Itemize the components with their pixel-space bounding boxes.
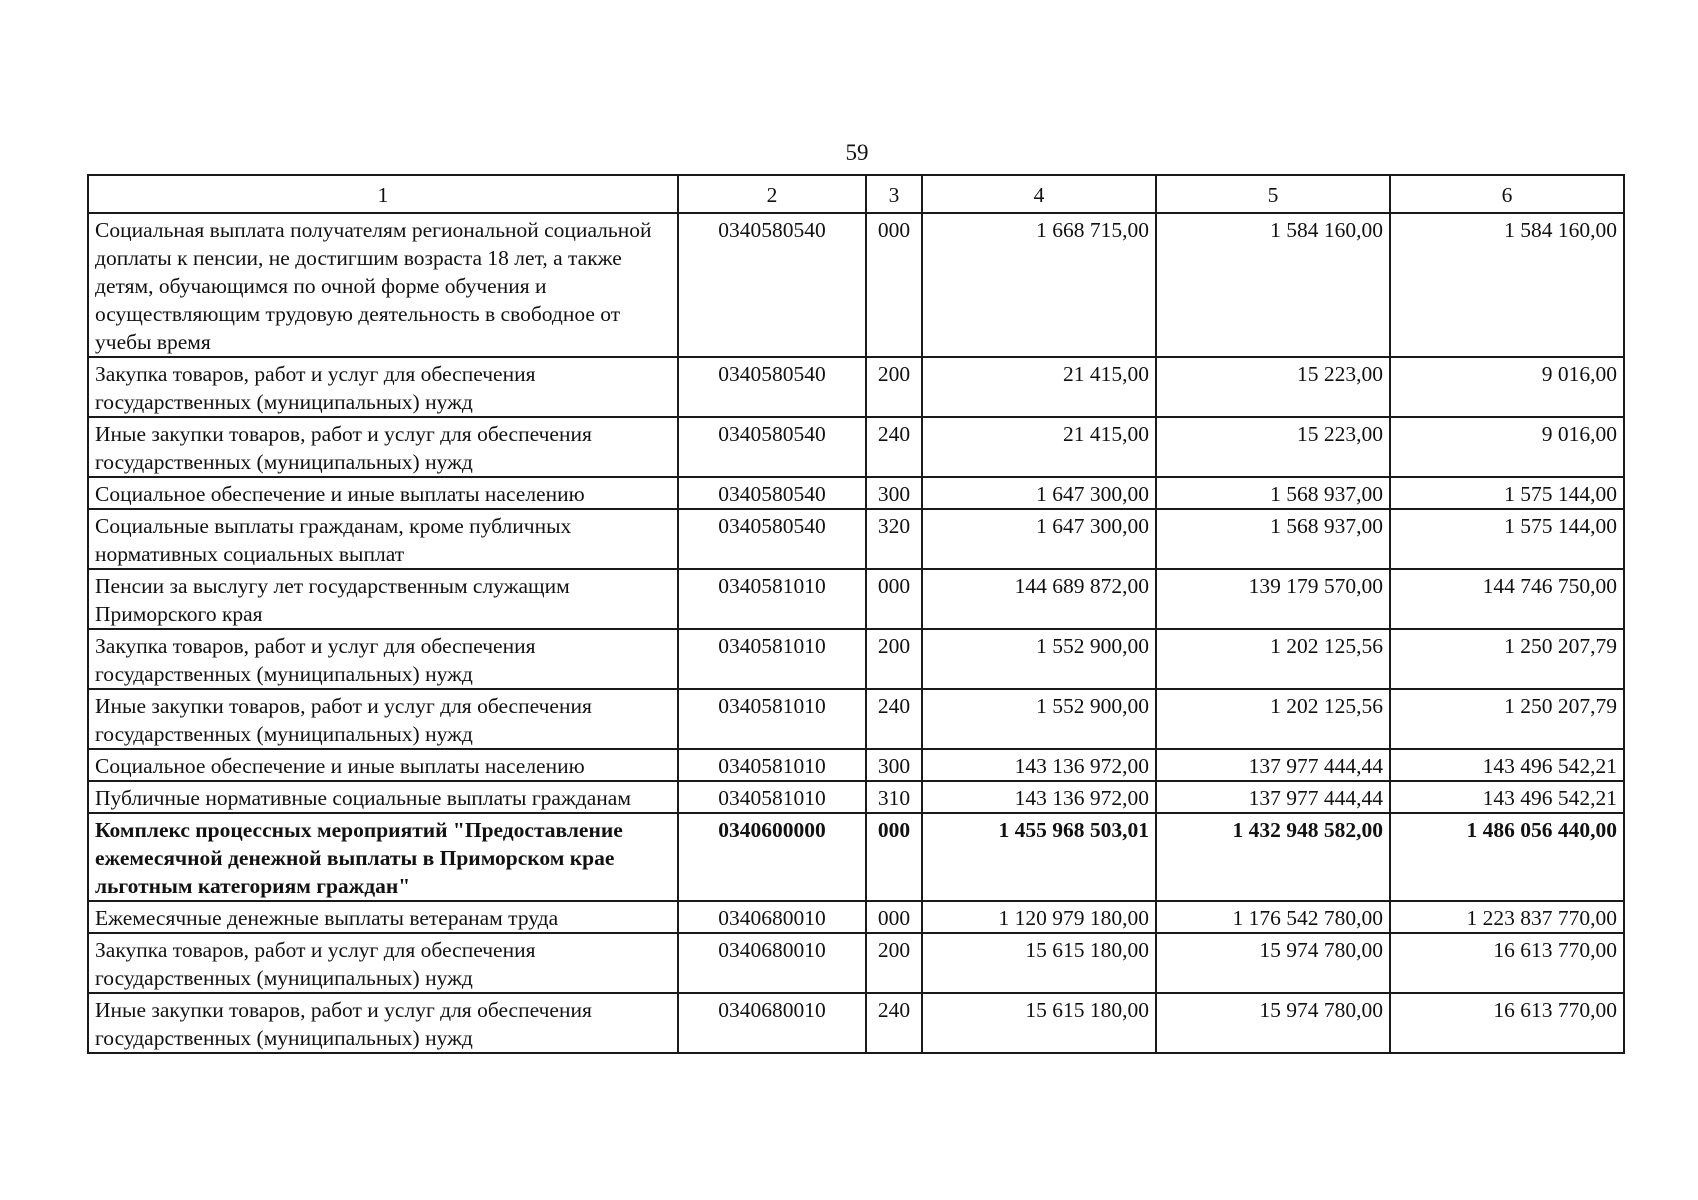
page-number: 59 bbox=[845, 140, 869, 165]
row-value-col5: 137 977 444,44 bbox=[1156, 781, 1390, 813]
row-value-col5: 139 179 570,00 bbox=[1156, 569, 1390, 629]
row-name: Иные закупки товаров, работ и услуг для обеспечения государственных (муниципальных) нужд bbox=[88, 993, 678, 1053]
column-header-4: 4 bbox=[922, 175, 1156, 213]
row-code: 0340680010 bbox=[678, 901, 866, 933]
row-value-col4: 1 455 968 503,01 bbox=[922, 813, 1156, 901]
row-value-col6: 1 223 837 770,00 bbox=[1390, 901, 1624, 933]
row-value-col4: 143 136 972,00 bbox=[922, 749, 1156, 781]
row-name: Социальное обеспечение и иные выплаты населению bbox=[88, 749, 678, 781]
table-row bbox=[88, 781, 1624, 813]
row-value-col5: 15 223,00 bbox=[1156, 417, 1390, 477]
row-value-col6: 1 575 144,00 bbox=[1390, 509, 1624, 569]
row-value-col4: 144 689 872,00 bbox=[922, 569, 1156, 629]
table-row bbox=[88, 213, 1624, 357]
table-row bbox=[88, 629, 1624, 689]
row-value-col6: 16 613 770,00 bbox=[1390, 993, 1624, 1053]
row-name: Закупка товаров, работ и услуг для обеспечения государственных (муниципальных) нужд bbox=[88, 357, 678, 417]
row-expense-type: 240 bbox=[866, 417, 922, 477]
row-expense-type: 000 bbox=[866, 569, 922, 629]
row-expense-type: 320 bbox=[866, 509, 922, 569]
row-value-col6: 1 250 207,79 bbox=[1390, 689, 1624, 749]
row-value-col6: 1 575 144,00 bbox=[1390, 477, 1624, 509]
row-name: Комплекс процессных мероприятий "Предоставление ежемесячной денежной выплаты в Приморском крае льготным категориям граждан" bbox=[88, 813, 678, 901]
row-code: 0340581010 bbox=[678, 781, 866, 813]
table-row bbox=[88, 901, 1624, 933]
row-value-col4: 143 136 972,00 bbox=[922, 781, 1156, 813]
row-code: 0340580540 bbox=[678, 417, 866, 477]
table-row bbox=[88, 509, 1624, 569]
row-expense-type: 300 bbox=[866, 749, 922, 781]
row-value-col5: 15 223,00 bbox=[1156, 357, 1390, 417]
row-code: 0340600000 bbox=[678, 813, 866, 901]
row-name: Закупка товаров, работ и услуг для обеспечения государственных (муниципальных) нужд bbox=[88, 629, 678, 689]
table-row bbox=[88, 357, 1624, 417]
row-value-col5: 1 176 542 780,00 bbox=[1156, 901, 1390, 933]
row-expense-type: 200 bbox=[866, 629, 922, 689]
row-expense-type: 240 bbox=[866, 993, 922, 1053]
row-name: Закупка товаров, работ и услуг для обеспечения государственных (муниципальных) нужд bbox=[88, 933, 678, 993]
table-row bbox=[88, 417, 1624, 477]
row-code: 0340581010 bbox=[678, 689, 866, 749]
row-code: 0340680010 bbox=[678, 993, 866, 1053]
row-value-col6: 1 250 207,79 bbox=[1390, 629, 1624, 689]
row-expense-type: 000 bbox=[866, 901, 922, 933]
row-value-col4: 1 552 900,00 bbox=[922, 689, 1156, 749]
row-value-col5: 15 974 780,00 bbox=[1156, 933, 1390, 993]
row-code: 0340581010 bbox=[678, 569, 866, 629]
row-value-col6: 143 496 542,21 bbox=[1390, 781, 1624, 813]
table-row bbox=[88, 477, 1624, 509]
row-value-col4: 15 615 180,00 bbox=[922, 933, 1156, 993]
table-row-section-total bbox=[88, 813, 1624, 901]
row-value-col5: 137 977 444,44 bbox=[1156, 749, 1390, 781]
row-value-col4: 1 668 715,00 bbox=[922, 213, 1156, 357]
table-row bbox=[88, 689, 1624, 749]
row-name: Социальные выплаты гражданам, кроме публичных нормативных социальных выплат bbox=[88, 509, 678, 569]
row-code: 0340580540 bbox=[678, 509, 866, 569]
row-value-col5: 1 432 948 582,00 bbox=[1156, 813, 1390, 901]
row-value-col5: 1 568 937,00 bbox=[1156, 477, 1390, 509]
row-expense-type: 000 bbox=[866, 813, 922, 901]
row-code: 0340580540 bbox=[678, 357, 866, 417]
row-value-col6: 9 016,00 bbox=[1390, 417, 1624, 477]
row-value-col4: 15 615 180,00 bbox=[922, 993, 1156, 1053]
row-value-col6: 143 496 542,21 bbox=[1390, 749, 1624, 781]
row-name: Социальное обеспечение и иные выплаты населению bbox=[88, 477, 678, 509]
row-expense-type: 310 bbox=[866, 781, 922, 813]
column-header-6: 6 bbox=[1390, 175, 1624, 213]
row-expense-type: 240 bbox=[866, 689, 922, 749]
column-header-3: 3 bbox=[866, 175, 922, 213]
row-value-col6: 144 746 750,00 bbox=[1390, 569, 1624, 629]
row-value-col4: 1 647 300,00 bbox=[922, 477, 1156, 509]
row-value-col6: 9 016,00 bbox=[1390, 357, 1624, 417]
row-name: Пенсии за выслугу лет государственным служащим Приморского края bbox=[88, 569, 678, 629]
table-row bbox=[88, 993, 1624, 1053]
row-value-col6: 16 613 770,00 bbox=[1390, 933, 1624, 993]
row-value-col4: 1 552 900,00 bbox=[922, 629, 1156, 689]
row-value-col4: 1 120 979 180,00 bbox=[922, 901, 1156, 933]
table-row bbox=[88, 933, 1624, 993]
budget-table bbox=[87, 174, 1625, 1054]
row-code: 0340580540 bbox=[678, 213, 866, 357]
row-code: 0340680010 bbox=[678, 933, 866, 993]
row-code: 0340580540 bbox=[678, 477, 866, 509]
row-value-col4: 21 415,00 bbox=[922, 357, 1156, 417]
row-name: Иные закупки товаров, работ и услуг для обеспечения государственных (муниципальных) нужд bbox=[88, 689, 678, 749]
row-value-col4: 1 647 300,00 bbox=[922, 509, 1156, 569]
row-expense-type: 000 bbox=[866, 213, 922, 357]
row-expense-type: 200 bbox=[866, 933, 922, 993]
row-value-col5: 1 202 125,56 bbox=[1156, 629, 1390, 689]
column-header-5: 5 bbox=[1156, 175, 1390, 213]
table-row bbox=[88, 749, 1624, 781]
column-header-1: 1 bbox=[88, 175, 678, 213]
row-value-col5: 1 568 937,00 bbox=[1156, 509, 1390, 569]
row-expense-type: 200 bbox=[866, 357, 922, 417]
column-header-2: 2 bbox=[678, 175, 866, 213]
row-name: Ежемесячные денежные выплаты ветеранам труда bbox=[88, 901, 678, 933]
row-name: Публичные нормативные социальные выплаты гражданам bbox=[88, 781, 678, 813]
row-value-col6: 1 584 160,00 bbox=[1390, 213, 1624, 357]
row-value-col5: 1 584 160,00 bbox=[1156, 213, 1390, 357]
table-header-row bbox=[88, 175, 1624, 213]
row-name: Иные закупки товаров, работ и услуг для обеспечения государственных (муниципальных) нужд bbox=[88, 417, 678, 477]
row-name: Социальная выплата получателям региональной социальной доплаты к пенсии, не достигшим возраста 18 лет, а также детям, обучающимся по очной форме обучения и осуществляющим трудовую деятельность в свободное от учебы время bbox=[88, 213, 678, 357]
row-value-col5: 1 202 125,56 bbox=[1156, 689, 1390, 749]
row-value-col6: 1 486 056 440,00 bbox=[1390, 813, 1624, 901]
row-value-col4: 21 415,00 bbox=[922, 417, 1156, 477]
table-row bbox=[88, 569, 1624, 629]
row-expense-type: 300 bbox=[866, 477, 922, 509]
row-value-col5: 15 974 780,00 bbox=[1156, 993, 1390, 1053]
row-code: 0340581010 bbox=[678, 629, 866, 689]
row-code: 0340581010 bbox=[678, 749, 866, 781]
